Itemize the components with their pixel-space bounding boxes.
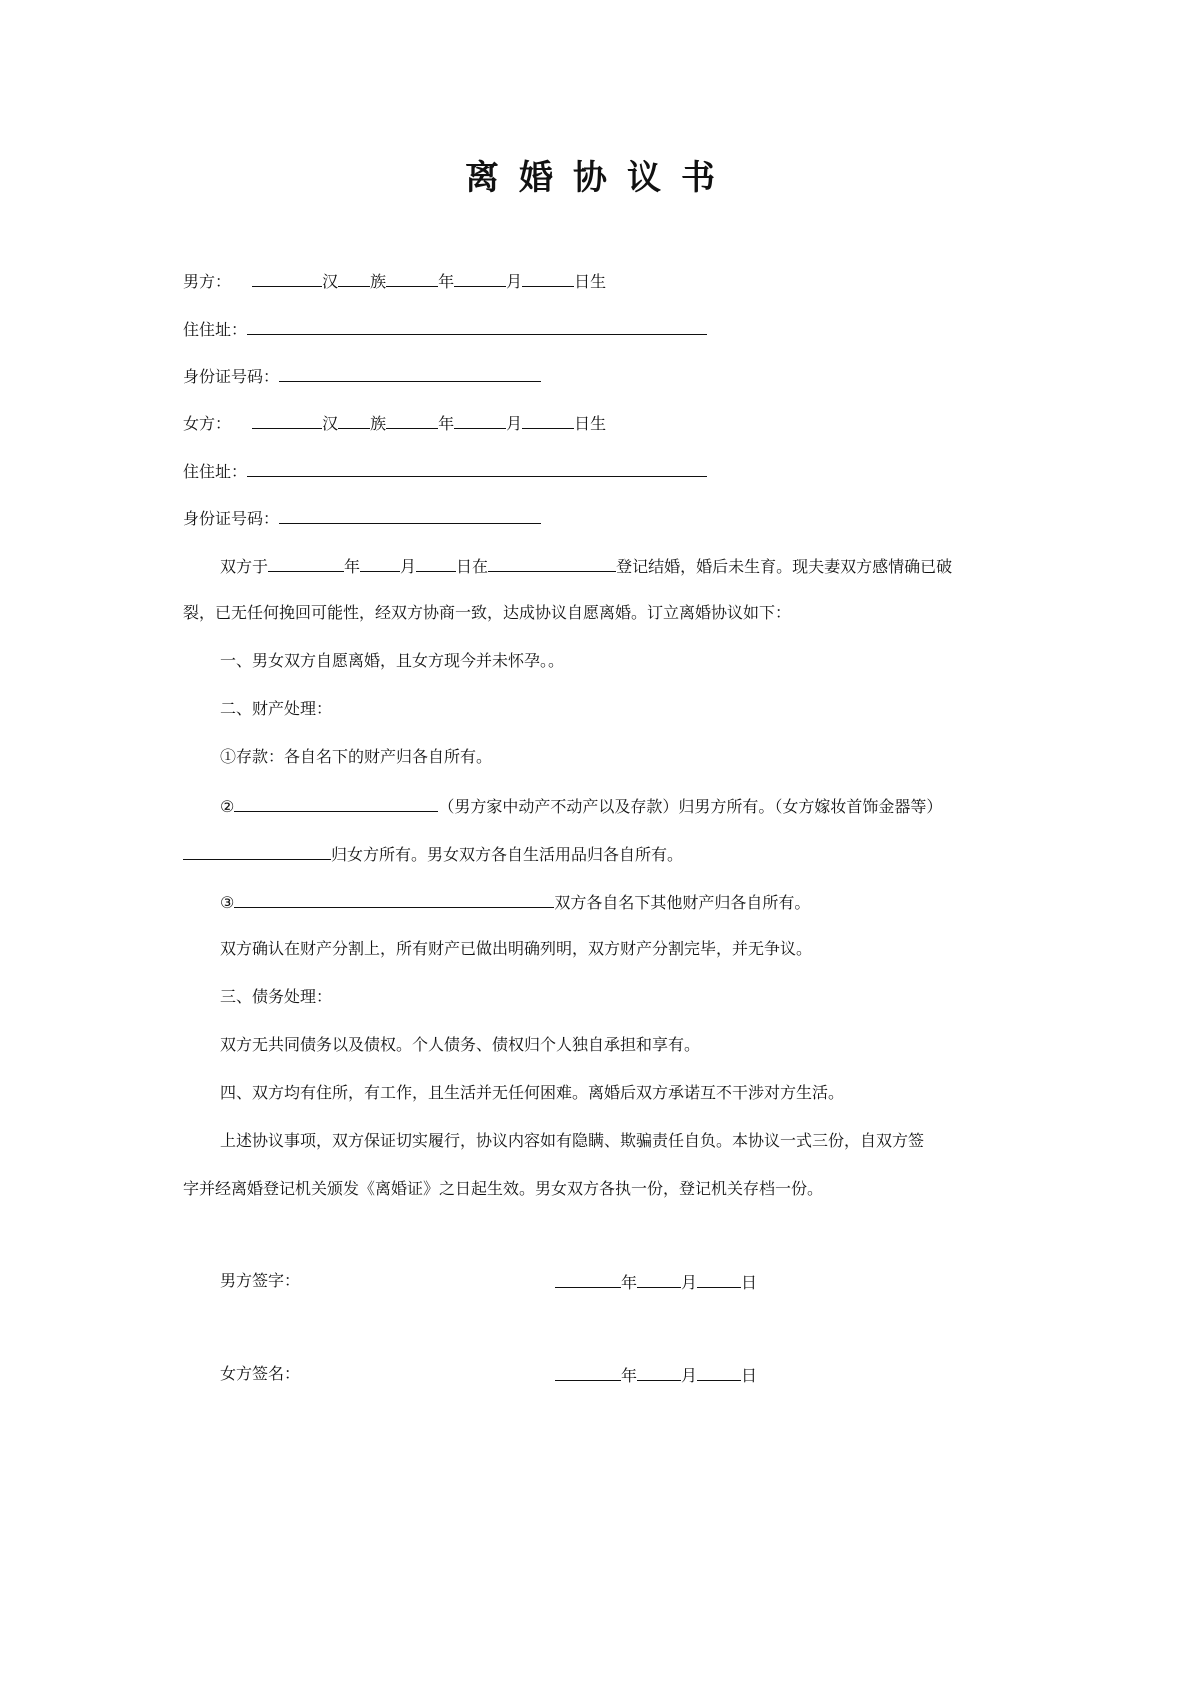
- male-address-label: 住住址：: [183, 320, 248, 339]
- female-zu-text: 族: [370, 414, 387, 433]
- male-zu-text: 族: [370, 272, 387, 291]
- female-sign-year-blank[interactable]: [555, 1362, 621, 1381]
- property-item-2: [220, 793, 942, 819]
- marriage-place-blank[interactable]: [488, 553, 616, 572]
- male-id-label: 身份证号码：: [183, 367, 280, 386]
- property-item-3-mark: ③: [220, 893, 235, 912]
- female-address-line: [183, 458, 707, 484]
- marriage-day-blank[interactable]: [416, 553, 456, 572]
- female-address-label: 住住址：: [183, 462, 248, 481]
- intro-prefix: 双方于: [220, 557, 269, 576]
- male-property-blank[interactable]: [234, 793, 438, 812]
- clause-3-heading: 三、债务处理：: [220, 987, 333, 1006]
- male-birth-month-blank[interactable]: [454, 268, 506, 287]
- female-name-blank[interactable]: [252, 410, 322, 429]
- female-sign-day-text: 日: [741, 1366, 758, 1385]
- male-signature-label: 男方签字：: [220, 1271, 301, 1290]
- female-id-blank[interactable]: [279, 505, 541, 524]
- female-birth-day-blank[interactable]: [522, 410, 574, 429]
- female-id-line: [183, 505, 541, 531]
- female-han-text: 汉: [322, 414, 339, 433]
- intro-year-text: 年: [344, 557, 361, 576]
- male-id-line: [183, 363, 541, 389]
- female-month-text: 月: [506, 414, 523, 433]
- male-birth-year-blank[interactable]: [386, 268, 438, 287]
- male-id-blank[interactable]: [279, 363, 541, 382]
- property-item-3: [220, 889, 810, 915]
- male-sign-year-text: 年: [621, 1273, 638, 1292]
- final-paragraph-line-2: 字并经离婚登记机关颁发《离婚证》之日起生效。男女双方各执一份，登记机关存档一份。: [183, 1179, 824, 1198]
- female-sign-month-text: 月: [681, 1366, 698, 1385]
- male-sign-year-blank[interactable]: [555, 1269, 621, 1288]
- male-name-blank[interactable]: [252, 268, 322, 287]
- other-property-blank[interactable]: [234, 889, 554, 908]
- intro-rest-text: 登记结婚，婚后未生育。现夫妻双方感情确已破: [616, 557, 953, 576]
- female-info-line: [183, 410, 606, 436]
- marriage-year-blank[interactable]: [268, 553, 344, 572]
- female-signature-date: [555, 1362, 757, 1388]
- male-address-line: [183, 316, 707, 342]
- female-year-text: 年: [438, 414, 455, 433]
- final-paragraph-line-1: 上述协议事项，双方保证切实履行，协议内容如有隐瞒、欺骗责任自负。本协议一式三份，自双方签: [220, 1131, 925, 1150]
- female-sign-month-blank[interactable]: [637, 1362, 681, 1381]
- female-born-text: 日生: [574, 414, 607, 433]
- debt-text: 双方无共同债务以及债权。个人债务、债权归个人独自承担和享有。: [220, 1035, 701, 1054]
- property-item-2-continued: [183, 841, 683, 867]
- property-item-2-text: （男方家中动产不动产以及存款）归男方所有。（女方嫁妆首饰金器等）: [438, 797, 943, 816]
- intro-month-text: 月: [400, 557, 417, 576]
- intro-line-2: 裂，已无任何挽回可能性，经双方协商一致，达成协议自愿离婚。订立离婚协议如下：: [183, 603, 792, 622]
- male-month-text: 月: [506, 272, 523, 291]
- marriage-month-blank[interactable]: [360, 553, 400, 572]
- property-confirmation: 双方确认在财产分割上，所有财产已做出明确列明，双方财产分割完毕，并无争议。: [220, 939, 813, 958]
- female-sign-year-text: 年: [621, 1366, 638, 1385]
- property-item-3-text: 双方各自名下其他财产归各自所有。: [554, 893, 811, 912]
- male-born-text: 日生: [574, 272, 607, 291]
- female-signature-label: 女方签名：: [220, 1364, 301, 1383]
- female-label: 女方：: [183, 414, 232, 433]
- male-han-text: 汉: [322, 272, 339, 291]
- clause-1: 一、男女双方自愿离婚，且女方现今并未怀孕。。: [220, 651, 565, 670]
- male-year-text: 年: [438, 272, 455, 291]
- female-ethnic-blank[interactable]: [338, 410, 370, 429]
- female-id-label: 身份证号码：: [183, 509, 280, 528]
- male-address-blank[interactable]: [247, 316, 707, 335]
- property-item-2-mark: ②: [220, 797, 235, 816]
- property-item-1: ①存款：各自名下的财产归各自所有。: [220, 747, 493, 766]
- female-sign-day-blank[interactable]: [697, 1362, 741, 1381]
- male-sign-day-blank[interactable]: [697, 1269, 741, 1288]
- document-title: 离婚协议书: [465, 158, 735, 198]
- intro-line-1: [220, 553, 952, 579]
- property-item-2-cont-text: 归女方所有。男女双方各自生活用品归各自所有。: [331, 845, 684, 864]
- male-info-line: [183, 268, 606, 294]
- intro-day-text: 日在: [456, 557, 489, 576]
- clause-4: 四、双方均有住所，有工作，且生活并无任何困难。离婚后双方承诺互不干涉对方生活。: [220, 1083, 845, 1102]
- male-signature-date: [555, 1269, 757, 1295]
- male-birth-day-blank[interactable]: [522, 268, 574, 287]
- male-sign-day-text: 日: [741, 1273, 758, 1292]
- male-sign-month-text: 月: [681, 1273, 698, 1292]
- female-address-blank[interactable]: [247, 458, 707, 477]
- male-sign-month-blank[interactable]: [637, 1269, 681, 1288]
- female-birth-year-blank[interactable]: [386, 410, 438, 429]
- female-birth-month-blank[interactable]: [454, 410, 506, 429]
- female-property-blank[interactable]: [183, 841, 331, 860]
- male-ethnic-blank[interactable]: [338, 268, 370, 287]
- clause-2-heading: 二、财产处理：: [220, 699, 333, 718]
- male-label: 男方：: [183, 272, 232, 291]
